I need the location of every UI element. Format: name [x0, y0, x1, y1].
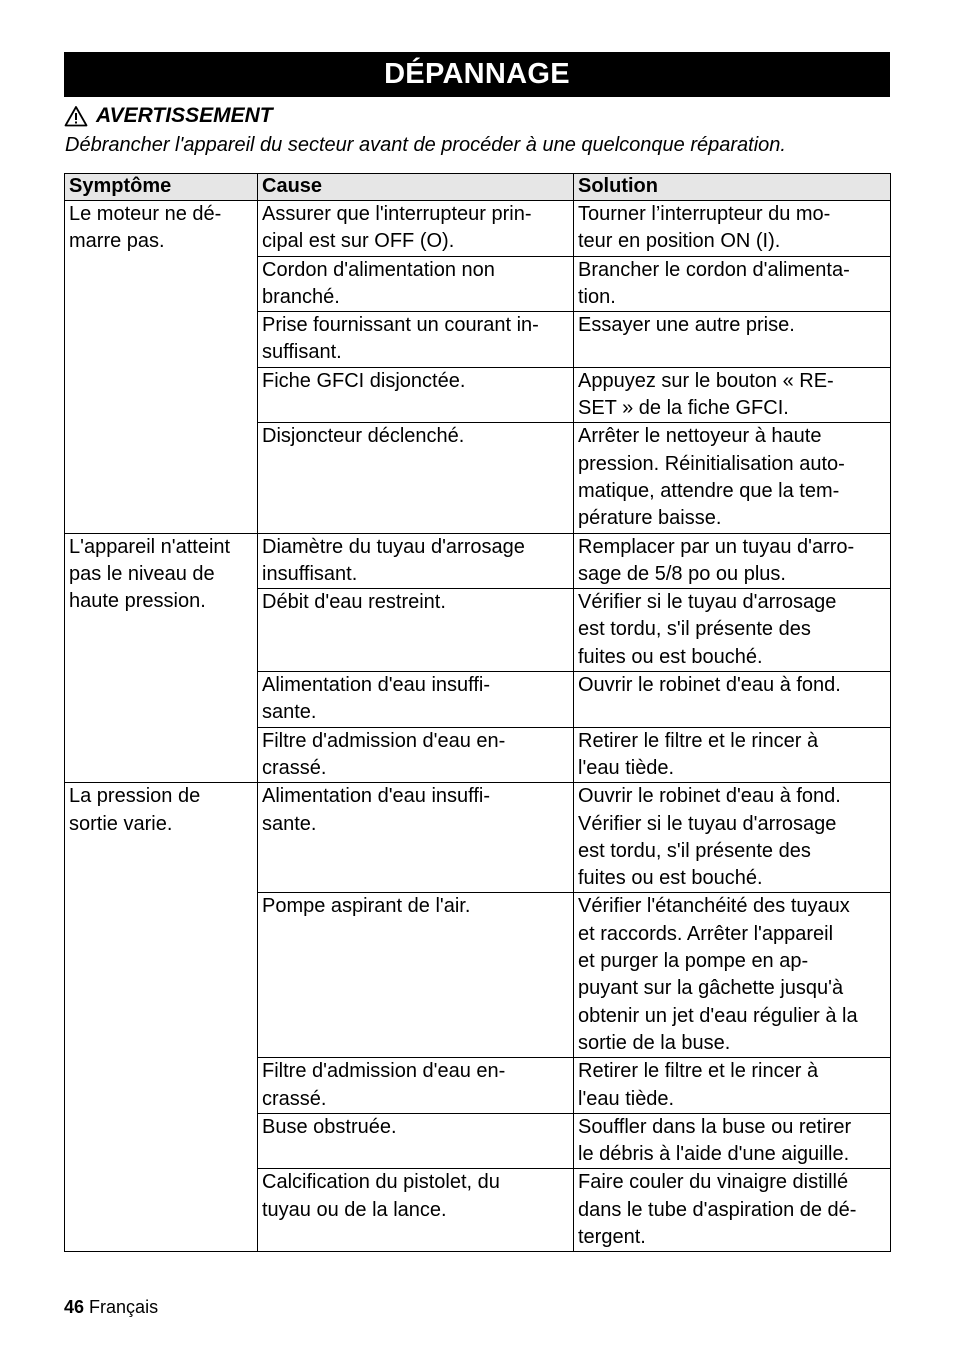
warning-triangle-icon: [64, 105, 88, 127]
solution-cell: Retirer le filtre et le rincer à l'eau tiède.: [574, 727, 891, 783]
symptom-cell: La pression de sortie varie.: [65, 783, 258, 1252]
page-footer: [64, 1297, 158, 1318]
cause-cell: Alimentation d'eau insuffi- sante.: [258, 783, 574, 893]
warning-heading: [64, 104, 273, 128]
table-row: [65, 533, 891, 589]
cause-cell: Disjoncteur déclenché.: [258, 423, 574, 533]
solution-cell: Retirer le filtre et le rincer à l'eau tiède.: [574, 1058, 891, 1114]
warning-heading-label: AVERTISSEMENT: [96, 104, 273, 127]
cause-cell: Alimentation d'eau insuffi- sante.: [258, 672, 574, 728]
troubleshooting-table: [64, 173, 891, 1252]
cause-cell: Débit d'eau restreint.: [258, 589, 574, 672]
solution-cell: Appuyez sur le bouton « RE- SET » de la fiche GFCI.: [574, 367, 891, 423]
cause-cell: Fiche GFCI disjonctée.: [258, 367, 574, 423]
footer-language: Français: [89, 1297, 159, 1317]
symptom-cell: Le moteur ne dé- marre pas.: [65, 201, 258, 534]
solution-cell: Essayer une autre prise.: [574, 312, 891, 368]
header-symptom: Symptôme: [65, 174, 258, 201]
symptom-cell: L'appareil n'atteint pas le niveau de haute pression.: [65, 533, 258, 783]
solution-cell: Vérifier si le tuyau d'arrosage est tordu, s'il présente des fuites ou est bouché.: [574, 589, 891, 672]
table-row: [65, 201, 891, 257]
cause-cell: Calcification du pistolet, du tuyau ou de la lance.: [258, 1169, 574, 1252]
cause-cell: Filtre d'admission d'eau en- crassé.: [258, 1058, 574, 1114]
page-number: 46: [64, 1297, 85, 1317]
solution-cell: Ouvrir le robinet d'eau à fond.: [574, 672, 891, 728]
page-title: DÉPANNAGE: [64, 52, 890, 97]
header-cause: Cause: [258, 174, 574, 201]
solution-cell: Ouvrir le robinet d'eau à fond. Vérifier si le tuyau d'arrosage est tordu, s'il présente des fuites ou est bouché.: [574, 783, 891, 893]
solution-cell: Tourner l’interrupteur du mo- teur en position ON (I).: [574, 201, 891, 257]
cause-cell: Filtre d'admission d'eau en- crassé.: [258, 727, 574, 783]
cause-cell: Pompe aspirant de l'air.: [258, 893, 574, 1058]
cause-cell: Diamètre du tuyau d'arrosage insuffisant.: [258, 533, 574, 589]
cause-cell: Assurer que l'interrupteur prin- cipal est sur OFF (O).: [258, 201, 574, 257]
cause-cell: Buse obstruée.: [258, 1113, 574, 1169]
cause-cell: Cordon d'alimentation non branché.: [258, 256, 574, 312]
table-body: [65, 201, 891, 1252]
solution-cell: Vérifier l'étanchéité des tuyaux et raccords. Arrêter l'appareil et purger la pompe en ap- puyant sur la gâchette jusqu'à obtenir un jet d'eau régulier à la sortie de la buse.: [574, 893, 891, 1058]
solution-cell: Arrêter le nettoyeur à haute pression. Réinitialisation auto- matique, attendre que la tem- pérature baisse.: [574, 423, 891, 533]
solution-cell: Brancher le cordon d'alimenta- tion.: [574, 256, 891, 312]
table-row: [65, 783, 891, 893]
table-header-row: [65, 174, 891, 201]
solution-cell: Remplacer par un tuyau d'arro- sage de 5/8 po ou plus.: [574, 533, 891, 589]
solution-cell: Faire couler du vinaigre distillé dans le tube d'aspiration de dé- tergent.: [574, 1169, 891, 1252]
header-solution: Solution: [574, 174, 891, 201]
warning-text: Débrancher l'appareil du secteur avant de procéder à une quelconque réparation.: [65, 134, 786, 156]
cause-cell: Prise fournissant un courant in- suffisant.: [258, 312, 574, 368]
solution-cell: Souffler dans la buse ou retirer le débris à l'aide d'une aiguille.: [574, 1113, 891, 1169]
